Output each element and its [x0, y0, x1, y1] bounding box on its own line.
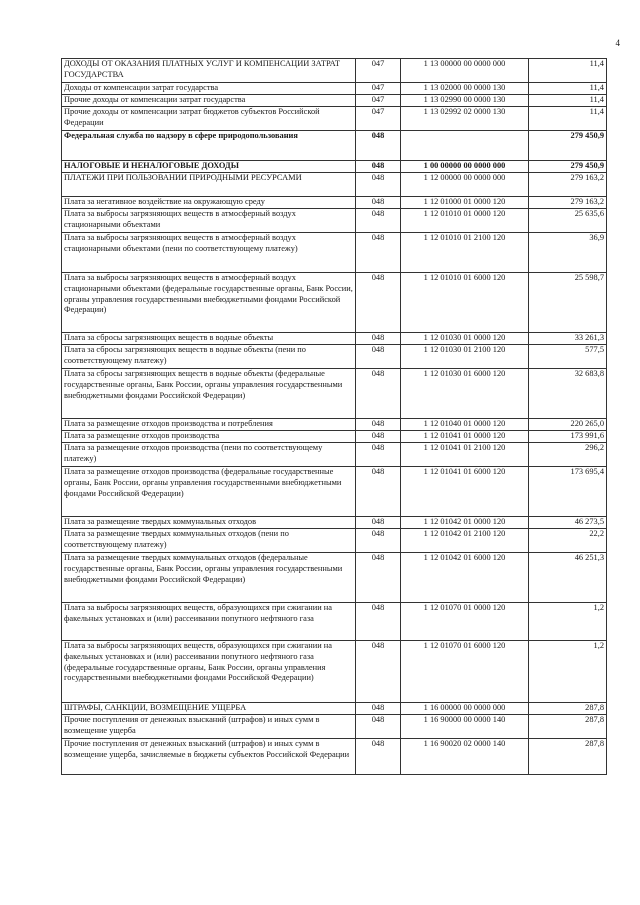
row-kbk-code-cell: 1 16 00000 00 0000 000: [401, 703, 529, 715]
row-admin-code-cell: 048: [356, 739, 401, 775]
table-row: [62, 173, 607, 197]
row-name-cell: Плата за выбросы загрязняющих веществ в атмосферный воздух стационарными объектами (федеральные государственные органы, Банк России, органы управления государственными внебюджетными фондами Российской Федерации): [62, 273, 356, 333]
row-name-cell: Прочие поступления от денежных взысканий (штрафов) и иных сумм в возмещение ущерба, зачисляемые в бюджеты субъектов Российской Федерации: [62, 739, 356, 775]
row-amount-cell: 279 163,2: [529, 197, 607, 209]
row-admin-code-cell: 048: [356, 517, 401, 529]
row-kbk-code-cell: 1 16 90000 00 0000 140: [401, 715, 529, 739]
table-row: [62, 369, 607, 419]
row-amount-cell: 287,8: [529, 703, 607, 715]
row-amount-cell: 11,4: [529, 107, 607, 131]
row-kbk-code-cell: 1 12 01010 01 0000 120: [401, 209, 529, 233]
row-name-cell: ШТРАФЫ, САНКЦИИ, ВОЗМЕЩЕНИЕ УЩЕРБА: [62, 703, 356, 715]
row-amount-cell: 287,8: [529, 739, 607, 775]
row-admin-code-cell: 048: [356, 161, 401, 173]
row-name-cell: Плата за размещение твердых коммунальных отходов: [62, 517, 356, 529]
row-amount-cell: 25 635,6: [529, 209, 607, 233]
row-amount-cell: 11,4: [529, 95, 607, 107]
table-row: [62, 467, 607, 517]
table-row: [62, 333, 607, 345]
page-number: 4: [615, 38, 620, 48]
row-kbk-code-cell: 1 12 01030 01 2100 120: [401, 345, 529, 369]
row-kbk-code-cell: 1 12 01040 01 0000 120: [401, 419, 529, 431]
row-name-cell: Плата за негативное воздействие на окружающую среду: [62, 197, 356, 209]
row-name-cell: Плата за выбросы загрязняющих веществ, образующихся при сжигании на факельных установках и (или) рассеивании попутного нефтяного газа (федеральные государственные органы, Банк России, органы управления государственными внебюджетными фондами Российской Федерации): [62, 641, 356, 703]
table-row: [62, 131, 607, 161]
table-row: [62, 641, 607, 703]
row-kbk-code-cell: 1 13 02992 02 0000 130: [401, 107, 529, 131]
row-admin-code-cell: 048: [356, 703, 401, 715]
row-admin-code-cell: 048: [356, 173, 401, 197]
row-name-cell: Федеральная служба по надзору в сфере природопользования: [62, 131, 356, 161]
row-amount-cell: 46 273,5: [529, 517, 607, 529]
row-name-cell: Плата за размещение отходов производства (федеральные государственные органы, Банк России, органы управления государственными внебюджетными фондами Российской Федерации): [62, 467, 356, 517]
row-kbk-code-cell: 1 12 01042 01 2100 120: [401, 529, 529, 553]
row-admin-code-cell: 047: [356, 95, 401, 107]
row-name-cell: НАЛОГОВЫЕ И НЕНАЛОГОВЫЕ ДОХОДЫ: [62, 161, 356, 173]
table-row: [62, 59, 607, 83]
row-admin-code-cell: 048: [356, 443, 401, 467]
row-admin-code-cell: 048: [356, 197, 401, 209]
row-admin-code-cell: 048: [356, 603, 401, 641]
table-row: [62, 95, 607, 107]
table-row: [62, 553, 607, 603]
row-kbk-code-cell: 1 12 01042 01 6000 120: [401, 553, 529, 603]
row-amount-cell: 22,2: [529, 529, 607, 553]
row-kbk-code-cell: 1 12 01041 01 0000 120: [401, 431, 529, 443]
row-kbk-code-cell: 1 12 01070 01 0000 120: [401, 603, 529, 641]
row-admin-code-cell: 048: [356, 333, 401, 345]
table-body: [62, 59, 607, 775]
row-amount-cell: 173 991,6: [529, 431, 607, 443]
row-amount-cell: 25 598,7: [529, 273, 607, 333]
row-admin-code-cell: 048: [356, 419, 401, 431]
row-amount-cell: 577,5: [529, 345, 607, 369]
row-name-cell: Прочие поступления от денежных взысканий (штрафов) и иных сумм в возмещение ущерба: [62, 715, 356, 739]
row-name-cell: Плата за размещение отходов производства и потребления: [62, 419, 356, 431]
row-amount-cell: 33 261,3: [529, 333, 607, 345]
row-amount-cell: 1,2: [529, 641, 607, 703]
row-kbk-code-cell: 1 12 01070 01 6000 120: [401, 641, 529, 703]
row-kbk-code-cell: 1 16 90020 02 0000 140: [401, 739, 529, 775]
row-admin-code-cell: 048: [356, 431, 401, 443]
table-row: [62, 273, 607, 333]
row-kbk-code-cell: 1 13 02990 00 0000 130: [401, 95, 529, 107]
row-amount-cell: 287,8: [529, 715, 607, 739]
row-name-cell: Плата за размещение твердых коммунальных отходов (федеральные государственные органы, Банк России, органы управления государственными внебюджетными фондами Российской Федерации): [62, 553, 356, 603]
table-row: [62, 529, 607, 553]
table-row: [62, 715, 607, 739]
row-amount-cell: 173 695,4: [529, 467, 607, 517]
row-name-cell: Плата за размещение отходов производства: [62, 431, 356, 443]
row-name-cell: Плата за выбросы загрязняющих веществ в атмосферный воздух стационарными объектами: [62, 209, 356, 233]
row-amount-cell: 36,9: [529, 233, 607, 273]
row-kbk-code-cell: 1 12 01042 01 0000 120: [401, 517, 529, 529]
row-name-cell: Плата за выбросы загрязняющих веществ в атмосферный воздух стационарными объектами (пени по соответствующему платежу): [62, 233, 356, 273]
row-admin-code-cell: 048: [356, 131, 401, 161]
table-row: [62, 233, 607, 273]
row-admin-code-cell: 048: [356, 553, 401, 603]
row-kbk-code-cell: 1 12 01030 01 6000 120: [401, 369, 529, 419]
row-admin-code-cell: 048: [356, 467, 401, 517]
table-row: [62, 419, 607, 431]
table-row: [62, 161, 607, 173]
row-kbk-code-cell: 1 13 00000 00 0000 000: [401, 59, 529, 83]
row-amount-cell: 11,4: [529, 59, 607, 83]
row-amount-cell: 296,2: [529, 443, 607, 467]
row-name-cell: Прочие доходы от компенсации затрат бюджетов субъектов Российской Федерации: [62, 107, 356, 131]
row-name-cell: ДОХОДЫ ОТ ОКАЗАНИЯ ПЛАТНЫХ УСЛУГ И КОМПЕНСАЦИИ ЗАТРАТ ГОСУДАРСТВА: [62, 59, 356, 83]
row-admin-code-cell: 048: [356, 209, 401, 233]
row-kbk-code-cell: 1 12 01041 01 6000 120: [401, 467, 529, 517]
row-kbk-code-cell: 1 12 01000 01 0000 120: [401, 197, 529, 209]
table-row: [62, 107, 607, 131]
row-kbk-code-cell: 1 12 01010 01 2100 120: [401, 233, 529, 273]
row-amount-cell: 279 450,9: [529, 131, 607, 161]
row-admin-code-cell: 048: [356, 641, 401, 703]
row-name-cell: Плата за выбросы загрязняющих веществ, образующихся при сжигании на факельных установках и (или) рассеивании попутного нефтяного газа: [62, 603, 356, 641]
row-name-cell: Плата за размещение отходов производства (пени по соответствующему платежу): [62, 443, 356, 467]
row-amount-cell: 32 683,8: [529, 369, 607, 419]
table-row: [62, 209, 607, 233]
row-admin-code-cell: 048: [356, 345, 401, 369]
row-name-cell: ПЛАТЕЖИ ПРИ ПОЛЬЗОВАНИИ ПРИРОДНЫМИ РЕСУРСАМИ: [62, 173, 356, 197]
row-admin-code-cell: 048: [356, 369, 401, 419]
row-kbk-code-cell: 1 12 01030 01 0000 120: [401, 333, 529, 345]
row-kbk-code-cell: [401, 131, 529, 161]
row-admin-code-cell: 047: [356, 83, 401, 95]
row-name-cell: Доходы от компенсации затрат государства: [62, 83, 356, 95]
table-row: [62, 345, 607, 369]
row-name-cell: Плата за размещение твердых коммунальных отходов (пени по соответствующему платежу): [62, 529, 356, 553]
row-name-cell: Плата за сбросы загрязняющих веществ в водные объекты (федеральные государственные органы, Банк России, органы управления государственными внебюджетными фондами Российской Федерации): [62, 369, 356, 419]
table-row: [62, 197, 607, 209]
row-admin-code-cell: 047: [356, 59, 401, 83]
row-kbk-code-cell: 1 12 01010 01 6000 120: [401, 273, 529, 333]
row-name-cell: Плата за сбросы загрязняющих веществ в водные объекты: [62, 333, 356, 345]
row-admin-code-cell: 048: [356, 273, 401, 333]
row-admin-code-cell: 048: [356, 529, 401, 553]
table-row: [62, 703, 607, 715]
row-name-cell: Плата за сбросы загрязняющих веществ в водные объекты (пени по соответствующему платежу): [62, 345, 356, 369]
row-kbk-code-cell: 1 12 01041 01 2100 120: [401, 443, 529, 467]
row-admin-code-cell: 048: [356, 233, 401, 273]
revenue-table: [61, 58, 607, 775]
row-kbk-code-cell: 1 13 02000 00 0000 130: [401, 83, 529, 95]
row-amount-cell: 220 265,0: [529, 419, 607, 431]
table-row: [62, 443, 607, 467]
row-amount-cell: 279 450,9: [529, 161, 607, 173]
row-amount-cell: 1,2: [529, 603, 607, 641]
row-amount-cell: 11,4: [529, 83, 607, 95]
row-amount-cell: 46 251,3: [529, 553, 607, 603]
table-row: [62, 739, 607, 775]
row-amount-cell: 279 163,2: [529, 173, 607, 197]
row-admin-code-cell: 048: [356, 715, 401, 739]
table-row: [62, 83, 607, 95]
table-row: [62, 603, 607, 641]
row-kbk-code-cell: 1 12 00000 00 0000 000: [401, 173, 529, 197]
row-admin-code-cell: 047: [356, 107, 401, 131]
row-name-cell: Прочие доходы от компенсации затрат государства: [62, 95, 356, 107]
table-row: [62, 431, 607, 443]
row-kbk-code-cell: 1 00 00000 00 0000 000: [401, 161, 529, 173]
table-row: [62, 517, 607, 529]
